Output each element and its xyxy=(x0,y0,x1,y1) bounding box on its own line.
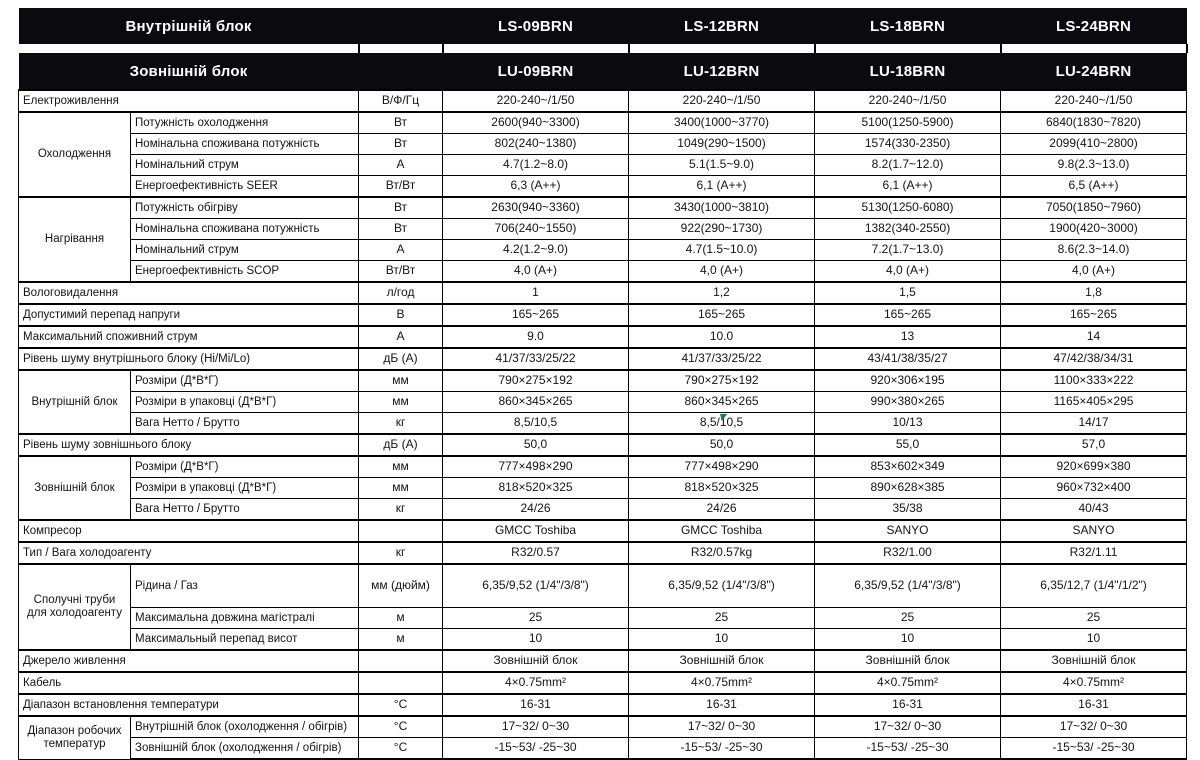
header-gap-cell xyxy=(815,44,1001,53)
spec-label-cell: Енергоефективність SEER xyxy=(131,176,359,198)
value-cell: 16-31 xyxy=(443,694,629,716)
spec-row xyxy=(19,326,1187,348)
unit-cell: дБ (А) xyxy=(359,348,443,370)
value-cell: 43/41/38/35/27 xyxy=(815,348,1001,370)
value-cell: 6,3 (A++) xyxy=(443,176,629,198)
unit-cell: мм xyxy=(359,370,443,392)
value-cell: 14 xyxy=(1001,326,1187,348)
spec-row xyxy=(19,434,1187,456)
spec-row xyxy=(19,650,1187,672)
unit-cell: Вт/Вт xyxy=(359,176,443,198)
value-cell: 802(240~1380) xyxy=(443,134,629,155)
value-cell: 10 xyxy=(815,629,1001,651)
header-gap-cell xyxy=(1001,44,1187,53)
spec-label-cell: Номінальна споживана потужність xyxy=(131,219,359,240)
value-cell: 6,1 (A++) xyxy=(629,176,815,198)
value-cell: 6,1 (A++) xyxy=(815,176,1001,198)
spec-label-cell: Максимальный перепад висот xyxy=(131,629,359,651)
spec-label-cell: Номінальний струм xyxy=(131,240,359,261)
spec-row xyxy=(19,478,1187,499)
value-cell: 860×345×265 xyxy=(629,392,815,413)
value-cell: R32/1.11 xyxy=(1001,542,1187,564)
unit-cell: А xyxy=(359,155,443,176)
value-cell: 25 xyxy=(815,608,1001,629)
value-cell: 777×498×290 xyxy=(629,456,815,478)
unit-cell: Вт xyxy=(359,197,443,219)
value-cell: GMCC Toshiba xyxy=(443,520,629,542)
group-cell: Сполучні труби для холодоагенту xyxy=(19,564,131,650)
spec-label-cell: Номінальна споживана потужність xyxy=(131,134,359,155)
value-cell: 5.1(1.5~9.0) xyxy=(629,155,815,176)
value-cell: Зовнішній блок xyxy=(629,650,815,672)
header-gap-cell xyxy=(443,44,629,53)
value-cell: 41/37/33/25/22 xyxy=(443,348,629,370)
value-cell: 50,0 xyxy=(443,434,629,456)
value-cell: 7.2(1.7~13.0) xyxy=(815,240,1001,261)
value-cell: 10.0 xyxy=(629,326,815,348)
value-cell: 10/13 xyxy=(815,413,1001,435)
spec-row xyxy=(19,499,1187,521)
value-cell: 4,0 (A+) xyxy=(629,261,815,283)
value-cell: 818×520×325 xyxy=(443,478,629,499)
green-marker-icon xyxy=(718,414,727,421)
unit-cell: мм xyxy=(359,392,443,413)
spec-label-cell: Зовнішній блок (охолодження / обігрів) xyxy=(131,738,359,760)
spec-row xyxy=(19,564,1187,608)
value-cell: 24/26 xyxy=(629,499,815,521)
value-cell: 165~265 xyxy=(815,304,1001,326)
value-cell: R32/0.57kg xyxy=(629,542,815,564)
value-cell: 6,5 (A++) xyxy=(1001,176,1187,198)
value-cell: 990×380×265 xyxy=(815,392,1001,413)
outdoor-model-lu-12brn: LU-12BRN xyxy=(629,53,815,90)
value-cell: 6,35/9,52 (1/4"/3/8") xyxy=(629,564,815,608)
value-cell: 16-31 xyxy=(815,694,1001,716)
value-cell: 1,5 xyxy=(815,282,1001,304)
value-cell: 25 xyxy=(1001,608,1187,629)
spec-label-cell: Кабель xyxy=(19,672,359,694)
spec-label-cell: Рівень шуму зовнішнього блоку xyxy=(19,434,359,456)
value-cell: 41/37/33/25/22 xyxy=(629,348,815,370)
value-cell: 16-31 xyxy=(629,694,815,716)
value-cell: 165~265 xyxy=(1001,304,1187,326)
value-cell: 165~265 xyxy=(629,304,815,326)
value-cell: 6840(1830~7820) xyxy=(1001,112,1187,134)
spec-label-cell: Тип / Вага холодоагенту xyxy=(19,542,359,564)
value-cell: 17~32/ 0~30 xyxy=(443,716,629,738)
header-gap-cell xyxy=(629,44,815,53)
unit-cell xyxy=(359,672,443,694)
spec-row xyxy=(19,456,1187,478)
value-cell: 4×0.75mm² xyxy=(1001,672,1187,694)
value-cell: 165~265 xyxy=(443,304,629,326)
value-cell: 3400(1000~3770) xyxy=(629,112,815,134)
value-cell: 10 xyxy=(1001,629,1187,651)
value-cell: Зовнішній блок xyxy=(443,650,629,672)
value-cell: 5130(1250-6080) xyxy=(815,197,1001,219)
spec-row xyxy=(19,348,1187,370)
indoor-model-ls-12brn: LS-12BRN xyxy=(629,8,815,44)
indoor-unit-header-label: Внутрішній блок xyxy=(19,8,359,44)
group-cell: Зовнішній блок xyxy=(19,456,131,520)
value-cell: 1 xyxy=(443,282,629,304)
value-cell: 14/17 xyxy=(1001,413,1187,435)
unit-cell: °С xyxy=(359,716,443,738)
value-cell: 57,0 xyxy=(1001,434,1187,456)
unit-cell: А xyxy=(359,326,443,348)
value-cell: 1,8 xyxy=(1001,282,1187,304)
value-cell: 6,35/12,7 (1/4"/1/2") xyxy=(1001,564,1187,608)
value-cell: 1900(420~3000) xyxy=(1001,219,1187,240)
value-cell: 6,35/9,52 (1/4"/3/8") xyxy=(815,564,1001,608)
value-cell: 3430(1000~3810) xyxy=(629,197,815,219)
unit-cell: мм xyxy=(359,478,443,499)
value-cell: 220-240~/1/50 xyxy=(629,90,815,112)
spec-row xyxy=(19,219,1187,240)
unit-cell: Вт xyxy=(359,219,443,240)
spec-row xyxy=(19,520,1187,542)
unit-cell xyxy=(359,520,443,542)
spec-label-cell: Внутрішній блок (охолодження / обігрів) xyxy=(131,716,359,738)
value-cell: 4,0 (A+) xyxy=(443,261,629,283)
value-cell: 9.8(2.3~13.0) xyxy=(1001,155,1187,176)
value-cell: R32/0.57 xyxy=(443,542,629,564)
value-cell: 9.0 xyxy=(443,326,629,348)
spec-label-cell: Допустимий перепад напруги xyxy=(19,304,359,326)
unit-cell: кг xyxy=(359,413,443,435)
spec-label-cell: Діапазон встановлення температури xyxy=(19,694,359,716)
spec-row xyxy=(19,112,1187,134)
value-cell: GMCC Toshiba xyxy=(629,520,815,542)
value-cell: 47/42/38/34/31 xyxy=(1001,348,1187,370)
unit-cell: дБ (А) xyxy=(359,434,443,456)
unit-cell: кг xyxy=(359,542,443,564)
spec-label-cell: Вага Нетто / Брутто xyxy=(131,413,359,435)
unit-cell: А xyxy=(359,240,443,261)
indoor-model-ls-24brn: LS-24BRN xyxy=(1001,8,1187,44)
spec-label-cell: Компресор xyxy=(19,520,359,542)
spec-label-cell: Вага Нетто / Брутто xyxy=(131,499,359,521)
spec-label-cell: Максимальна довжина магістралі xyxy=(131,608,359,629)
spec-table xyxy=(18,8,1188,760)
value-cell: 16-31 xyxy=(1001,694,1187,716)
value-cell: 25 xyxy=(629,608,815,629)
value-cell: 220-240~/1/50 xyxy=(815,90,1001,112)
group-cell: Нагрівання xyxy=(19,197,131,282)
value-cell: 920×306×195 xyxy=(815,370,1001,392)
outdoor-unit-header-label: Зовнішній блок xyxy=(19,53,359,90)
group-cell: Діапазон робочих температур xyxy=(19,716,131,759)
group-cell: Охолодження xyxy=(19,112,131,197)
spec-label-cell: Розміри (Д*В*Г) xyxy=(131,456,359,478)
value-cell: 2099(410~2800) xyxy=(1001,134,1187,155)
spec-row xyxy=(19,608,1187,629)
spec-row xyxy=(19,629,1187,651)
spec-row xyxy=(19,694,1187,716)
value-cell: 8,5/10,5 xyxy=(443,413,629,435)
value-cell: 790×275×192 xyxy=(629,370,815,392)
spec-label-cell: Джерело живлення xyxy=(19,650,359,672)
spec-row xyxy=(19,672,1187,694)
value-cell: 860×345×265 xyxy=(443,392,629,413)
spec-row xyxy=(19,90,1187,112)
spec-label-cell: Номінальний струм xyxy=(131,155,359,176)
unit-cell: В xyxy=(359,304,443,326)
indoor-header-unit-spacer xyxy=(359,8,443,44)
unit-cell: л/год xyxy=(359,282,443,304)
spec-label-cell: Розміри в упаковці (Д*В*Г) xyxy=(131,392,359,413)
value-cell: 4×0.75mm² xyxy=(815,672,1001,694)
spec-row xyxy=(19,542,1187,564)
value-cell: 4,0 (A+) xyxy=(1001,261,1187,283)
header-gap-cell xyxy=(19,44,359,53)
spec-label-cell: Рідина / Газ xyxy=(131,564,359,608)
outdoor-model-lu-09brn: LU-09BRN xyxy=(443,53,629,90)
value-cell: 853×602×349 xyxy=(815,456,1001,478)
value-cell: 55,0 xyxy=(815,434,1001,456)
spec-table-body xyxy=(19,90,1187,759)
value-cell: 220-240~/1/50 xyxy=(1001,90,1187,112)
value-cell: -15~53/ -25~30 xyxy=(629,738,815,760)
value-cell: R32/1.00 xyxy=(815,542,1001,564)
value-cell: 922(290~1730) xyxy=(629,219,815,240)
spec-label-cell: Вологовидалення xyxy=(19,282,359,304)
value-cell: 10 xyxy=(629,629,815,651)
unit-cell: мм xyxy=(359,456,443,478)
value-cell: 790×275×192 xyxy=(443,370,629,392)
spec-row xyxy=(19,176,1187,198)
value-cell: 10 xyxy=(443,629,629,651)
value-cell: 4×0.75mm² xyxy=(629,672,815,694)
value-cell: 4×0.75mm² xyxy=(443,672,629,694)
spec-row xyxy=(19,716,1187,738)
value-cell: 35/38 xyxy=(815,499,1001,521)
group-cell: Внутрішній блок xyxy=(19,370,131,434)
spec-label-cell: Енергоефективність SCOP xyxy=(131,261,359,283)
spec-label-cell: Потужність охолодження xyxy=(131,112,359,134)
spec-label-cell: Рівень шуму внутрішнього блоку (Hi/Mi/Lo) xyxy=(19,348,359,370)
value-cell: 24/26 xyxy=(443,499,629,521)
unit-cell: кг xyxy=(359,499,443,521)
spec-row xyxy=(19,261,1187,283)
unit-cell: °С xyxy=(359,738,443,760)
unit-cell xyxy=(359,650,443,672)
spec-row xyxy=(19,282,1187,304)
value-cell: 1574(330-2350) xyxy=(815,134,1001,155)
value-cell: 2600(940~3300) xyxy=(443,112,629,134)
value-cell: 8.2(1.7~12.0) xyxy=(815,155,1001,176)
outdoor-model-lu-18brn: LU-18BRN xyxy=(815,53,1001,90)
spec-label-cell: Розміри в упаковці (Д*В*Г) xyxy=(131,478,359,499)
unit-cell: м xyxy=(359,608,443,629)
value-cell: 960×732×400 xyxy=(1001,478,1187,499)
unit-cell: В/Ф/Гц xyxy=(359,90,443,112)
value-cell: 7050(1850~7960) xyxy=(1001,197,1187,219)
value-cell: 4.7(1.5~10.0) xyxy=(629,240,815,261)
spec-row xyxy=(19,155,1187,176)
unit-cell: м xyxy=(359,629,443,651)
outdoor-model-lu-24brn: LU-24BRN xyxy=(1001,53,1187,90)
header-gap-row xyxy=(19,44,1187,53)
value-cell: 17~32/ 0~30 xyxy=(1001,716,1187,738)
value-cell: 4,0 (A+) xyxy=(815,261,1001,283)
spec-row xyxy=(19,197,1187,219)
outdoor-header-row xyxy=(19,53,1187,90)
value-cell: 890×628×385 xyxy=(815,478,1001,499)
value-cell: 6,35/9,52 (1/4"/3/8") xyxy=(443,564,629,608)
indoor-model-ls-09brn: LS-09BRN xyxy=(443,8,629,44)
value-cell: -15~53/ -25~30 xyxy=(1001,738,1187,760)
value-cell: SANYO xyxy=(815,520,1001,542)
value-cell: 5100(1250-5900) xyxy=(815,112,1001,134)
spec-row xyxy=(19,392,1187,413)
value-cell: 220-240~/1/50 xyxy=(443,90,629,112)
value-cell: 50,0 xyxy=(629,434,815,456)
spec-label-cell: Потужність обігріву xyxy=(131,197,359,219)
spec-label-cell: Електроживлення xyxy=(19,90,359,112)
value-cell: 4.2(1.2~9.0) xyxy=(443,240,629,261)
value-cell: 4.7(1.2~8.0) xyxy=(443,155,629,176)
value-cell: 1100×333×222 xyxy=(1001,370,1187,392)
spec-label-cell: Максимальний споживний струм xyxy=(19,326,359,348)
spec-row xyxy=(19,304,1187,326)
indoor-model-ls-18brn: LS-18BRN xyxy=(815,8,1001,44)
spec-row xyxy=(19,240,1187,261)
spec-row xyxy=(19,370,1187,392)
outdoor-header-unit-spacer xyxy=(359,53,443,90)
unit-cell: Вт xyxy=(359,112,443,134)
indoor-header-row xyxy=(19,8,1187,44)
value-cell: 25 xyxy=(443,608,629,629)
value-cell: 920×699×380 xyxy=(1001,456,1187,478)
value-cell: Зовнішній блок xyxy=(1001,650,1187,672)
value-cell: -15~53/ -25~30 xyxy=(443,738,629,760)
value-cell: 8.6(2.3~14.0) xyxy=(1001,240,1187,261)
unit-cell: Вт/Вт xyxy=(359,261,443,283)
value-cell: 17~32/ 0~30 xyxy=(629,716,815,738)
value-cell: SANYO xyxy=(1001,520,1187,542)
value-cell: 1,2 xyxy=(629,282,815,304)
value-cell: Зовнішній блок xyxy=(815,650,1001,672)
value-cell: 13 xyxy=(815,326,1001,348)
value-cell: 1382(340-2550) xyxy=(815,219,1001,240)
value-cell: 8,5/10,5 xyxy=(629,413,815,435)
value-cell: 706(240~1550) xyxy=(443,219,629,240)
spec-row xyxy=(19,413,1187,435)
spec-row xyxy=(19,134,1187,155)
header-gap-cell xyxy=(359,44,443,53)
unit-cell: Вт xyxy=(359,134,443,155)
value-cell: 2630(940~3360) xyxy=(443,197,629,219)
value-cell: 1049(290~1500) xyxy=(629,134,815,155)
value-cell: -15~53/ -25~30 xyxy=(815,738,1001,760)
value-cell: 17~32/ 0~30 xyxy=(815,716,1001,738)
value-cell: 1165×405×295 xyxy=(1001,392,1187,413)
spec-label-cell: Розміри (Д*В*Г) xyxy=(131,370,359,392)
value-cell: 777×498×290 xyxy=(443,456,629,478)
unit-cell: мм (дюйм) xyxy=(359,564,443,608)
value-cell: 818×520×325 xyxy=(629,478,815,499)
unit-cell: °С xyxy=(359,694,443,716)
value-cell: 40/43 xyxy=(1001,499,1187,521)
